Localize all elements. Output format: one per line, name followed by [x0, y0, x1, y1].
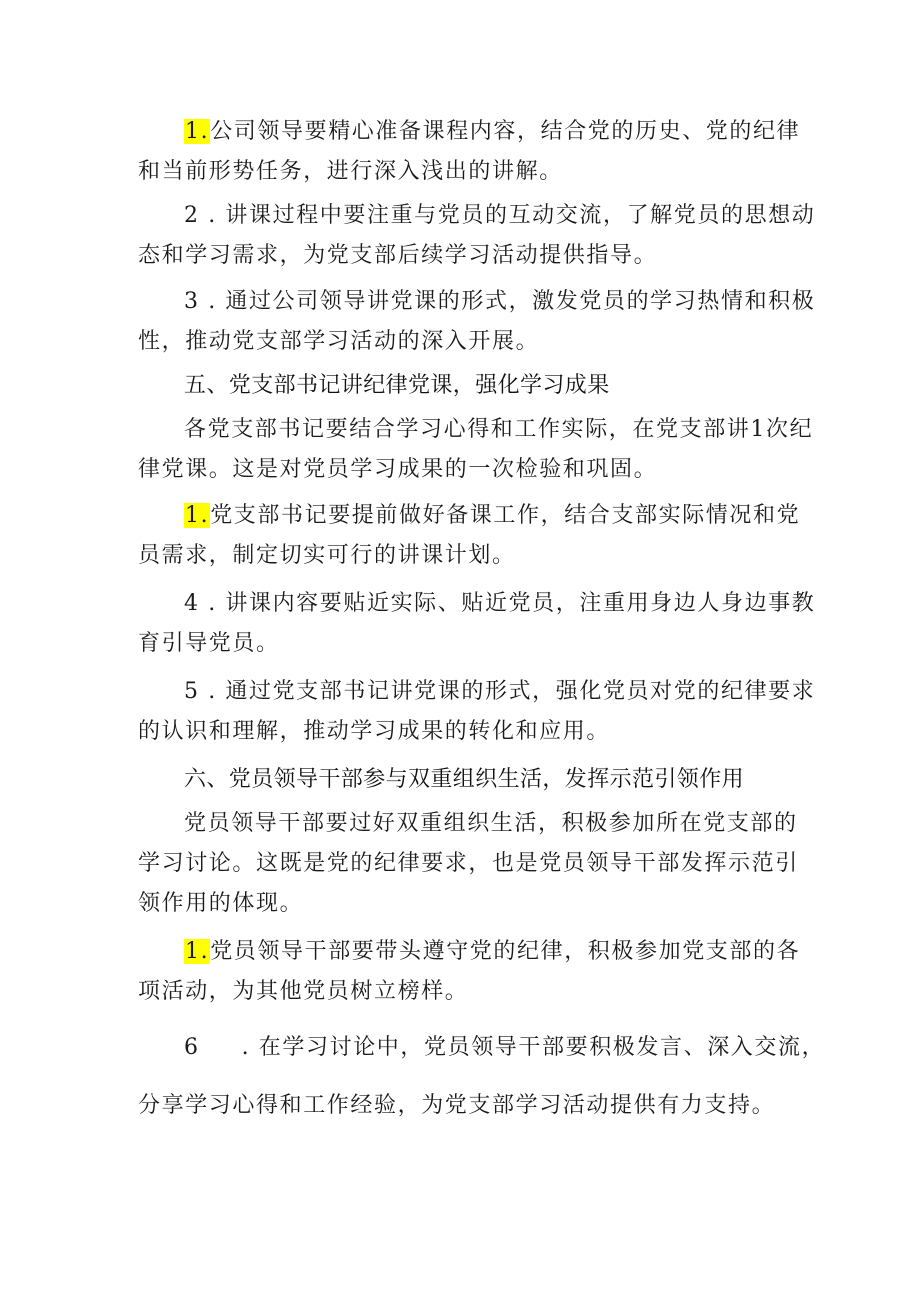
highlighted-number: 1. [185, 119, 210, 144]
item-3-paragraph [138, 282, 816, 362]
section-5-point-4 [138, 584, 816, 664]
item-1-text-cont: 和当前形势任务，进行深入浅出的讲解。 [138, 159, 563, 184]
point-6-number: 6 [184, 1035, 200, 1060]
section-6-point-1-text-cont: 项活动，为其他党员树立榜样。 [138, 979, 469, 1004]
highlighted-number: 1. [185, 939, 210, 964]
item-1-paragraph [138, 112, 801, 192]
section-5-point-1-text-cont: 员需求，制定切实可行的讲课计划。 [138, 543, 516, 568]
item-2-text-cont: 态和学习需求，为党支部后续学习活动提供指导。 [138, 243, 658, 268]
section-5-point-4-text-cont: 育引导党员。 [138, 631, 280, 656]
section-6-intro-text: 党员领导干部要过好双重组织生活，积极参加所在党支部的 [184, 811, 798, 836]
item-3-text: 3 . 通过公司领导讲党课的形式，激发党员的学习热情和积极 [184, 289, 816, 314]
section-6-point-6-cont [138, 1086, 798, 1126]
section-5-heading: 五、党支部书记讲纪律党课，强化学习成果 [184, 373, 610, 398]
item-1-text: 公司领导要精心准备课程内容，结合党的历史、党的纪律 [210, 119, 801, 144]
section-5-point-4-text: 4 . 讲课内容要贴近实际、贴近党员，注重用身边人身边事教 [184, 591, 816, 616]
section-6-heading: 六、党员领导干部参与双重组织生活，发挥示范引领作用 [184, 767, 745, 792]
section-5-intro-text-cont: 律党课。这是对党员学习成果的一次检验和巩固。 [138, 457, 658, 482]
section-6-intro-text-end: 领作用的体现。 [138, 891, 304, 916]
section-5-point-5 [138, 672, 816, 752]
item-2-text: 2 . 讲课过程中要注重与党员的互动交流，了解党员的思想动 [184, 203, 816, 228]
item-2-paragraph [138, 196, 816, 276]
section-6-point-6-text: . 在学习讨论中，党员领导干部要积极发言、深入交流， [241, 1035, 826, 1060]
section-5-intro [138, 410, 814, 490]
section-5-point-5-text-cont: 的认识和理解，推动学习成果的转化和应用。 [138, 719, 611, 744]
section-5-point-1 [138, 496, 801, 576]
section-5-point-1-text: 党支部书记要提前做好备课工作，结合支部实际情况和党 [210, 503, 801, 528]
section-6-point-6-text-cont: 分享学习心得和工作经验，为党支部学习活动提供有力支持。 [138, 1093, 776, 1118]
section-6-point-1-text: 党员领导干部要带头遵守党的纪律，积极参加党支部的各 [210, 939, 801, 964]
section-6-point-6 [138, 1028, 826, 1068]
section-6-point-1 [138, 932, 801, 1012]
highlighted-number: 1. [185, 503, 210, 528]
item-3-text-cont: 性，推动党支部学习活动的深入开展。 [138, 329, 540, 354]
section-6-intro-text-cont: 学习讨论。这既是党的纪律要求，也是党员领导干部发挥示范引 [138, 851, 799, 876]
section-5-intro-text: 各党支部书记要结合学习心得和工作实际，在党支部讲1次纪 [184, 417, 814, 442]
section-5-point-5-text: 5 . 通过党支部书记讲党课的形式，强化党员对党的纪律要求 [184, 679, 816, 704]
section-6-intro [138, 804, 798, 924]
